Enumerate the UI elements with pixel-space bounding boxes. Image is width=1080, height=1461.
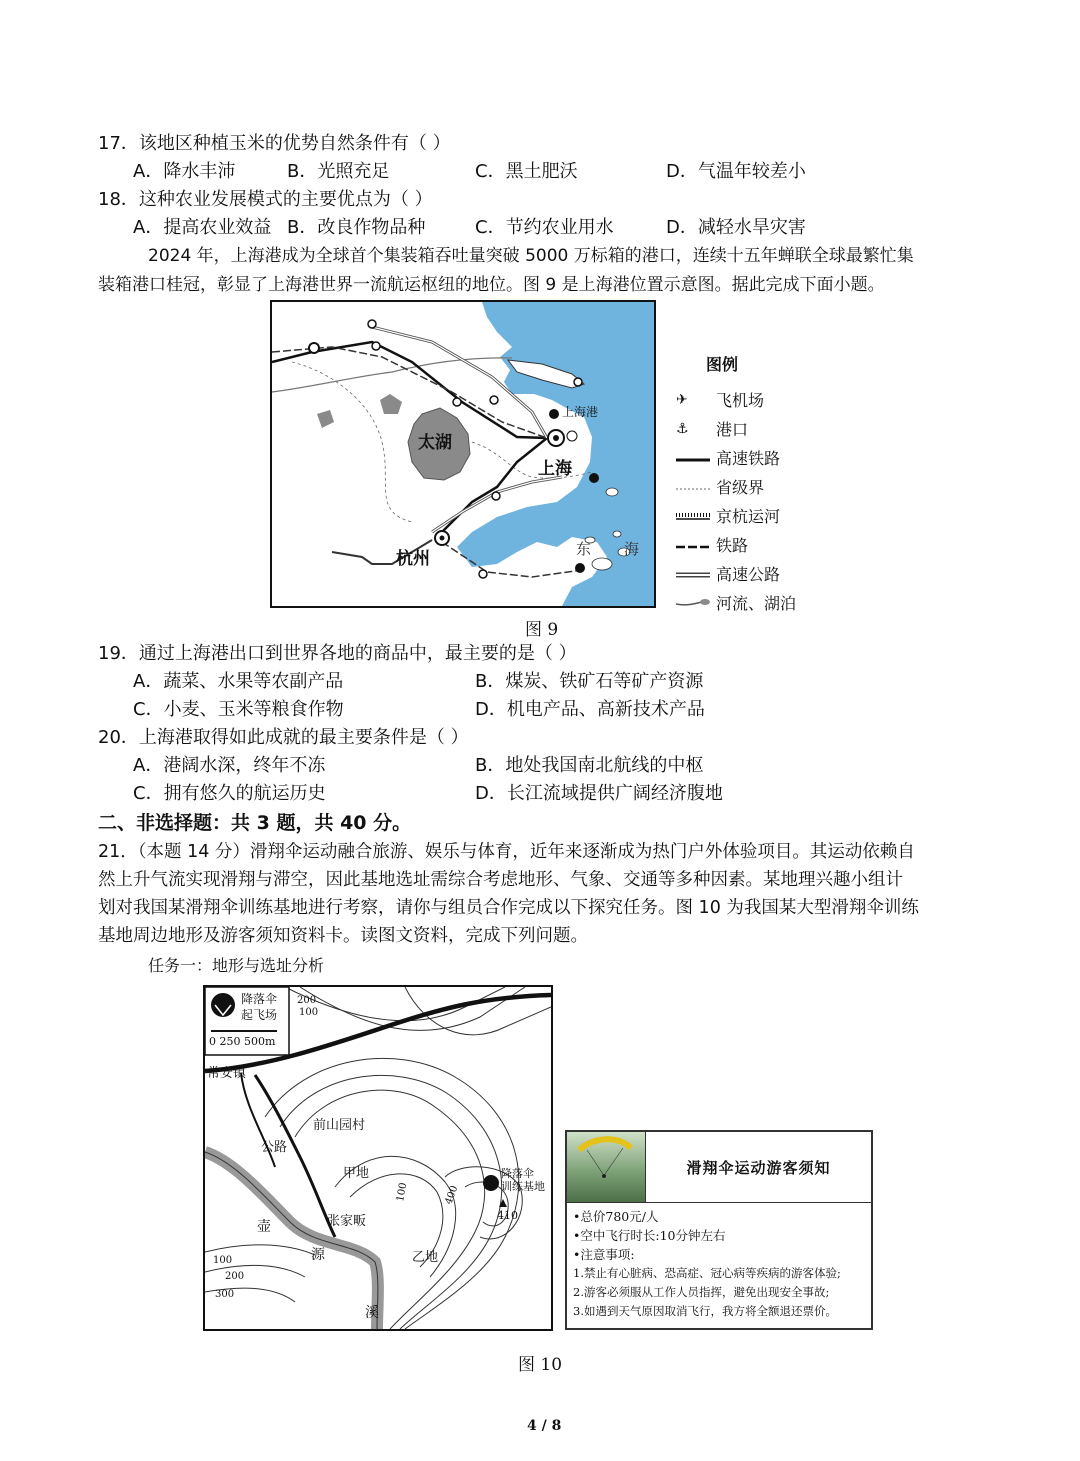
legend-railway: 铁路 <box>676 530 836 559</box>
east-sea <box>457 302 654 606</box>
figure-10-caption: 图 10 <box>518 1355 563 1375</box>
legend-border: 省级界 <box>676 472 836 501</box>
intro-line-2: 装箱港口桂冠，彰显了上海港世界一流航运枢纽的地位。图 9 是上海港位置示意图。据此完成下面小题。 <box>98 275 885 295</box>
q18-option-c: C．节约农业用水 <box>475 217 614 238</box>
label-shanghai-port: 上海港 <box>562 405 599 419</box>
card-note-3: 3.如遇到天气原因取消飞行，我方将全额退还票价。 <box>573 1304 837 1318</box>
q18-stem: 18．这种农业发展模式的主要优点为（ ） <box>98 189 433 210</box>
q21-line-1: 21．（本题 14 分）滑翔伞运动融合旅游、娱乐与体育，近年来逐渐成为热门户外体验项目。其运动依赖自 <box>98 842 915 862</box>
intro-line-1: 2024 年，上海港成为全球首个集装箱吞吐量突破 5000 万标箱的港口，连续十五年蝉联全球最繁忙集 <box>148 246 914 266</box>
railway-line-icon <box>676 535 716 554</box>
label-zhangjiafan: 张家畈 <box>327 1214 367 1229</box>
legend-highway: 高速公路 <box>676 559 836 588</box>
contour-label-100-top: 100 <box>299 1007 319 1018</box>
visitor-notice-card <box>565 1130 873 1330</box>
task-1-label: 任务一：地形与选址分析 <box>148 956 325 975</box>
label-base-line-1: 降落伞 <box>501 1167 534 1180</box>
legend-title: 图例 <box>706 355 739 374</box>
province-border-icon <box>676 477 716 496</box>
q21-line-3: 划对我国某滑翔伞训练基地进行考察，请你与组员合作完成以下探究任务。图 10 为我国某大型滑翔伞训练 <box>98 898 919 918</box>
q20-option-d: D．长江流域提供广阔经济腹地 <box>475 783 723 804</box>
figure-9-caption: 图 9 <box>525 620 559 640</box>
figure-9-svg <box>272 302 654 606</box>
anchor-icon: ⚓ <box>676 420 689 437</box>
label-site-b: 乙地 <box>412 1250 439 1265</box>
figure-9-legend <box>676 352 836 617</box>
q21-line-4: 基地周边地形及游客须知资料卡。读图文资料，完成下列问题。 <box>98 926 588 946</box>
contour-label-200-top: 200 <box>297 995 317 1006</box>
card-title: 滑翔伞运动游客须知 <box>686 1158 831 1177</box>
legend-river: 河流、湖泊 <box>676 588 836 617</box>
figure-10-topo-map <box>203 985 553 1331</box>
q20-stem: 20．上海港取得如此成就的最主要条件是（ ） <box>98 727 469 748</box>
q20-option-c: C．拥有悠久的航运历史 <box>133 783 326 804</box>
legend-port: ⚓ 港口 <box>676 420 749 439</box>
contour-label-200: 200 <box>225 1271 245 1282</box>
contour-label-400: 400 <box>443 1184 461 1207</box>
map-legend-line-1: 降落伞 <box>241 992 278 1006</box>
q17-option-c: C．黑土肥沃 <box>475 161 578 182</box>
contour-label-100b: 100 <box>395 1181 410 1203</box>
q17-option-b: B．光照充足 <box>287 161 390 182</box>
figure-10-svg <box>205 987 551 1329</box>
label-road: 公路 <box>261 1140 288 1155</box>
road-branch <box>255 1075 335 1237</box>
paragliding-photo <box>567 1132 646 1202</box>
q18-option-b: B．改良作物品种 <box>287 217 426 238</box>
paraglider-icon <box>567 1132 645 1202</box>
q19-option-b: B．煤炭、铁矿石等矿产资源 <box>475 671 704 692</box>
q20-option-a: A．港阔水深，终年不冻 <box>133 755 326 776</box>
label-base-line-2: 训练基地 <box>501 1180 545 1193</box>
label-peak-410: 410 <box>497 1209 518 1222</box>
label-taihu: 太湖 <box>418 433 452 453</box>
airplane-icon: ✈ <box>676 391 688 408</box>
label-changan-town: 常安镇 <box>207 1066 247 1081</box>
legend-hsr: 高速铁路 <box>676 443 836 472</box>
card-duration: •空中飞行时长:10分钟左右 <box>573 1228 726 1243</box>
q19-option-d: D．机电产品、高新技术产品 <box>475 699 705 720</box>
figure-9-map <box>270 300 656 608</box>
q18-option-d: D．减轻水旱灾害 <box>666 217 806 238</box>
card-notes-title: •注意事项: <box>573 1247 635 1262</box>
map-legend-line-2: 起飞场 <box>241 1008 278 1022</box>
q19-option-a: A．蔬菜、水果等农副产品 <box>133 671 344 692</box>
q20-option-b: B．地处我国南北航线的中枢 <box>475 755 704 776</box>
section-2-heading: 二、非选择题：共 3 题，共 40 分。 <box>98 812 412 834</box>
label-hangzhou: 杭州 <box>396 549 430 569</box>
highway-line-icon <box>676 564 716 583</box>
high-speed-rail-line-icon <box>676 448 716 467</box>
q17-option-d: D．气温年较差小 <box>666 161 806 182</box>
canal-line-icon <box>676 506 716 525</box>
q19-option-c: C．小麦、玉米等粮食作物 <box>133 699 344 720</box>
river-lake-icon <box>676 593 716 612</box>
q17-stem: 17．该地区种植玉米的优势自然条件有（ ） <box>98 133 451 154</box>
card-note-2: 2.游客必须服从工作人员指挥，避免出现安全事故; <box>573 1285 830 1299</box>
label-river-hu: 壶 <box>257 1219 271 1235</box>
contour-label-300: 300 <box>215 1289 235 1300</box>
label-sea: 海 <box>624 540 640 558</box>
label-site-a: 甲地 <box>343 1166 370 1181</box>
label-river-xi: 溪 <box>365 1305 379 1321</box>
legend-canal: 京杭运河 <box>676 501 836 530</box>
label-river-yuan: 源 <box>311 1247 325 1263</box>
legend-airport: ✈ 飞机场 <box>676 391 765 410</box>
card-note-1: 1.禁止有心脏病、恐高症、冠心病等疾病的游客体验; <box>573 1266 841 1280</box>
label-east: 东 <box>576 540 592 558</box>
label-qianshanyuan-village: 前山园村 <box>313 1118 366 1133</box>
contour-label-100: 100 <box>213 1255 233 1266</box>
label-shanghai: 上海 <box>538 459 572 479</box>
page-number: 4 / 8 <box>527 1418 562 1434</box>
q17-option-a: A．降水丰沛 <box>133 161 236 182</box>
q18-option-a: A．提高农业效益 <box>133 217 272 238</box>
card-price: •总价780元/人 <box>573 1209 659 1224</box>
q21-line-2: 然上升气流实现滑翔与滞空，因此基地选址需综合考虑地形、气象、交通等多种因素。某地理兴趣小组计 <box>98 870 903 890</box>
map-scale: 0 250 500m <box>209 1035 276 1048</box>
q19-stem: 19．通过上海港出口到世界各地的商品中，最主要的是（ ） <box>98 643 577 664</box>
